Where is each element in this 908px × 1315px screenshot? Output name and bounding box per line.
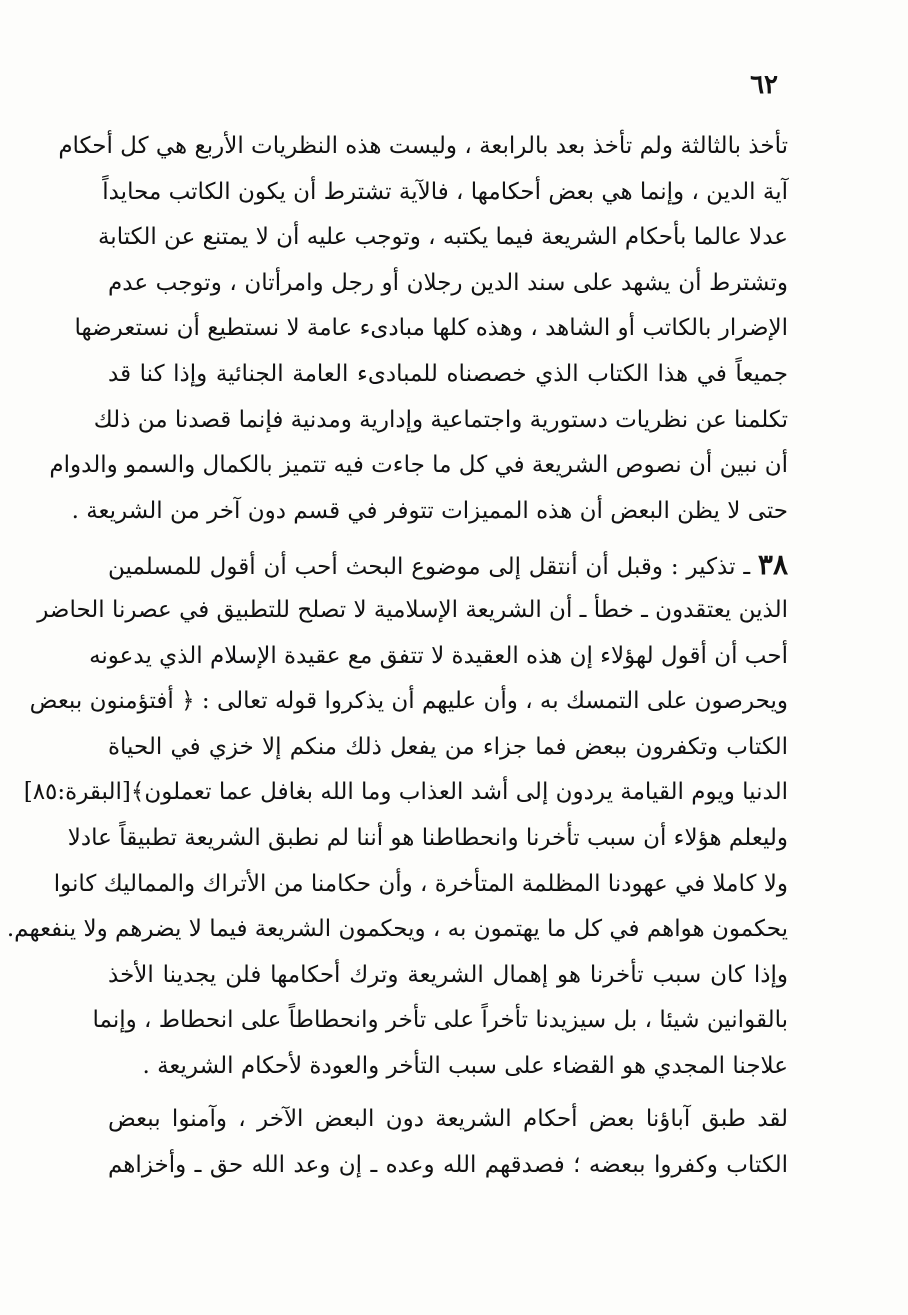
text-line: بالقوانين شيئا ، بل سيزيدنا تأخراً على تأخر وانحطاطاً على انحطاط ، وإنما [92,1007,788,1034]
text-line: عدلا عالما بأحكام الشريعة فيما يكتبه ، وتوجب عليه أن لا يمتنع عن الكتابة [97,224,788,251]
paragraph-1 [49,124,788,534]
paragraph-2 [6,542,788,1089]
paragraph-3 [108,1097,788,1188]
text-line: تأخذ بالثالثة ولم تأخذ بعد بالرابعة ، وليست هذه النظريات الأربع هي كل أحكام [58,133,788,159]
text-line: يحكمون هواهم في كل ما يهتمون به ، ويحكمون الشريعة فيما لا يضرهم ولا ينفعهم. [6,916,788,943]
text-line: وإذا كان سبب تأخرنا هو إهمال الشريعة وترك أحكامها فلن يجدينا الأخذ [108,961,788,988]
text-line: الكتاب وكفروا ببعضه ؛ فصدقهم الله وعده ـ إن وعد الله حق ـ وأخزاهم [108,1152,788,1179]
text-line: وليعلم هؤلاء أن سبب تأخرنا وانحطاطنا هو أننا لم نطبق الشريعة تطبيقاً عادلا [67,824,788,851]
text-line: وتشترط أن يشهد على سند الدين رجلان أو رجل وامرأتان ، وتوجب عدم [108,269,788,296]
paragraph-heading-text: ـ تذكير : وقبل أن أنتقل إلى موضوع البحث أحب أن أقول للمسلمين [108,554,751,581]
text-line: حتى لا يظن البعض أن هذه المميزات تتوفر في قسم دون آخر من الشريعة . [71,497,788,524]
text-line: تكلمنا عن نظريات دستورية واجتماعية وإدارية ومدنية فإنما قصدنا من ذلك [93,406,788,433]
text-line: لقد طبق آباؤنا بعض أحكام الشريعة دون البعض الآخر ، وآمنوا ببعض [108,1106,788,1133]
text-line: جميعاً في هذا الكتاب الذي خصصناه للمبادىء العامة الجنائية وإذا كنا قد [108,360,788,387]
text-line: أحب أن أقول لهؤلاء إن هذه العقيدة لا تتفق مع عقيدة الإسلام الذي يدعونه [89,642,788,669]
paragraph-heading-line [108,542,788,588]
text-line: علاجنا المجدي هو القضاء على سبب التأخر والعودة لأحكام الشريعة . [142,1052,788,1079]
quran-verse-line: الدنيا ويوم القيامة يردون إلى أشد العذاب وما الله بغافل عما تعملون﴾[البقرة:٨٥] [23,779,788,806]
text-line: الإضرار بالكاتب أو الشاهد ، وهذه كلها مبادىء عامة لا نستطيع أن نستعرضها [74,315,788,342]
page-number: ٦٢ [750,70,778,100]
text-line: ويحرصون على التمسك به ، وأن عليهم أن يذكروا قوله تعالى : ﴿ أفتؤمنون ببعض [29,688,788,715]
text-line: آية الدين ، وإنما هي بعض أحكامها ، فالآية تشترط أن يكون الكاتب محايداً [102,178,788,205]
body-text [6,124,788,1189]
text-line: الكتاب وتكفرون ببعض فما جزاء من يفعل ذلك منكم إلا خزي في الحياة [108,733,788,760]
text-line: الذين يعتقدون ـ خطأ ـ أن الشريعة الإسلامية لا تصلح للتطبيق في عصرنا الحاضر [37,596,788,623]
paragraph-number: ٣٨ [757,548,788,582]
text-line: ولا كاملا في عهودنا المظلمة المتأخرة ، وأن حكامنا من الأتراك والمماليك كانوا [53,870,788,897]
text-line: أن نبين أن نصوص الشريعة في كل ما جاءت فيه تتميز بالكمال والسمو والدوام [49,452,788,479]
